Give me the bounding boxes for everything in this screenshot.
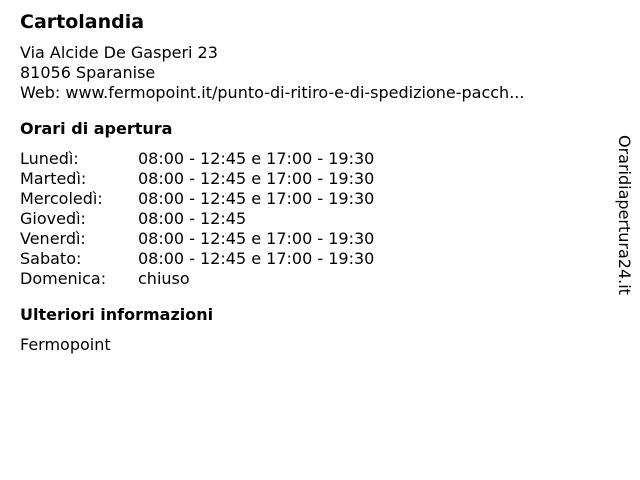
store-info-card [20, 10, 600, 355]
day-label: Mercoledì: [20, 189, 103, 208]
hours-section-title: Orari di apertura [20, 119, 173, 138]
day-label: Martedì: [20, 169, 87, 188]
hours-row [20, 209, 600, 229]
hours-row [20, 269, 600, 289]
web-line [20, 83, 600, 103]
day-label: Giovedì: [20, 209, 86, 228]
day-label: Sabato: [20, 249, 82, 268]
address-line-street: Via Alcide De Gasperi 23 [20, 43, 218, 62]
site-watermark: Oraridiapertura24.it [615, 135, 634, 295]
day-label: Domenica: [20, 269, 107, 288]
day-hours: 08:00 - 12:45 e 17:00 - 19:30 [138, 149, 375, 168]
info-text: Fermopoint [20, 335, 111, 354]
day-hours: 08:00 - 12:45 e 17:00 - 19:30 [138, 249, 375, 268]
info-section-title: Ulteriori informazioni [20, 305, 214, 324]
address-line-city: 81056 Sparanise [20, 63, 156, 82]
web-label: Web: [20, 83, 61, 102]
day-hours: 08:00 - 12:45 e 17:00 - 19:30 [138, 189, 375, 208]
hours-row [20, 149, 600, 169]
day-label: Venerdì: [20, 229, 86, 248]
day-hours: 08:00 - 12:45 [138, 209, 247, 228]
day-hours: chiuso [138, 269, 190, 288]
day-label: Lunedì: [20, 149, 79, 168]
hours-row [20, 229, 600, 249]
hours-row [20, 189, 600, 209]
day-hours: 08:00 - 12:45 e 17:00 - 19:30 [138, 229, 375, 248]
hours-row [20, 169, 600, 189]
store-name: Cartolandia [20, 11, 145, 33]
day-hours: 08:00 - 12:45 e 17:00 - 19:30 [138, 169, 375, 188]
web-link[interactable]: www.fermopoint.it/punto-di-ritiro-e-di-spedizione-pacch... [65, 83, 525, 102]
hours-row [20, 249, 600, 269]
